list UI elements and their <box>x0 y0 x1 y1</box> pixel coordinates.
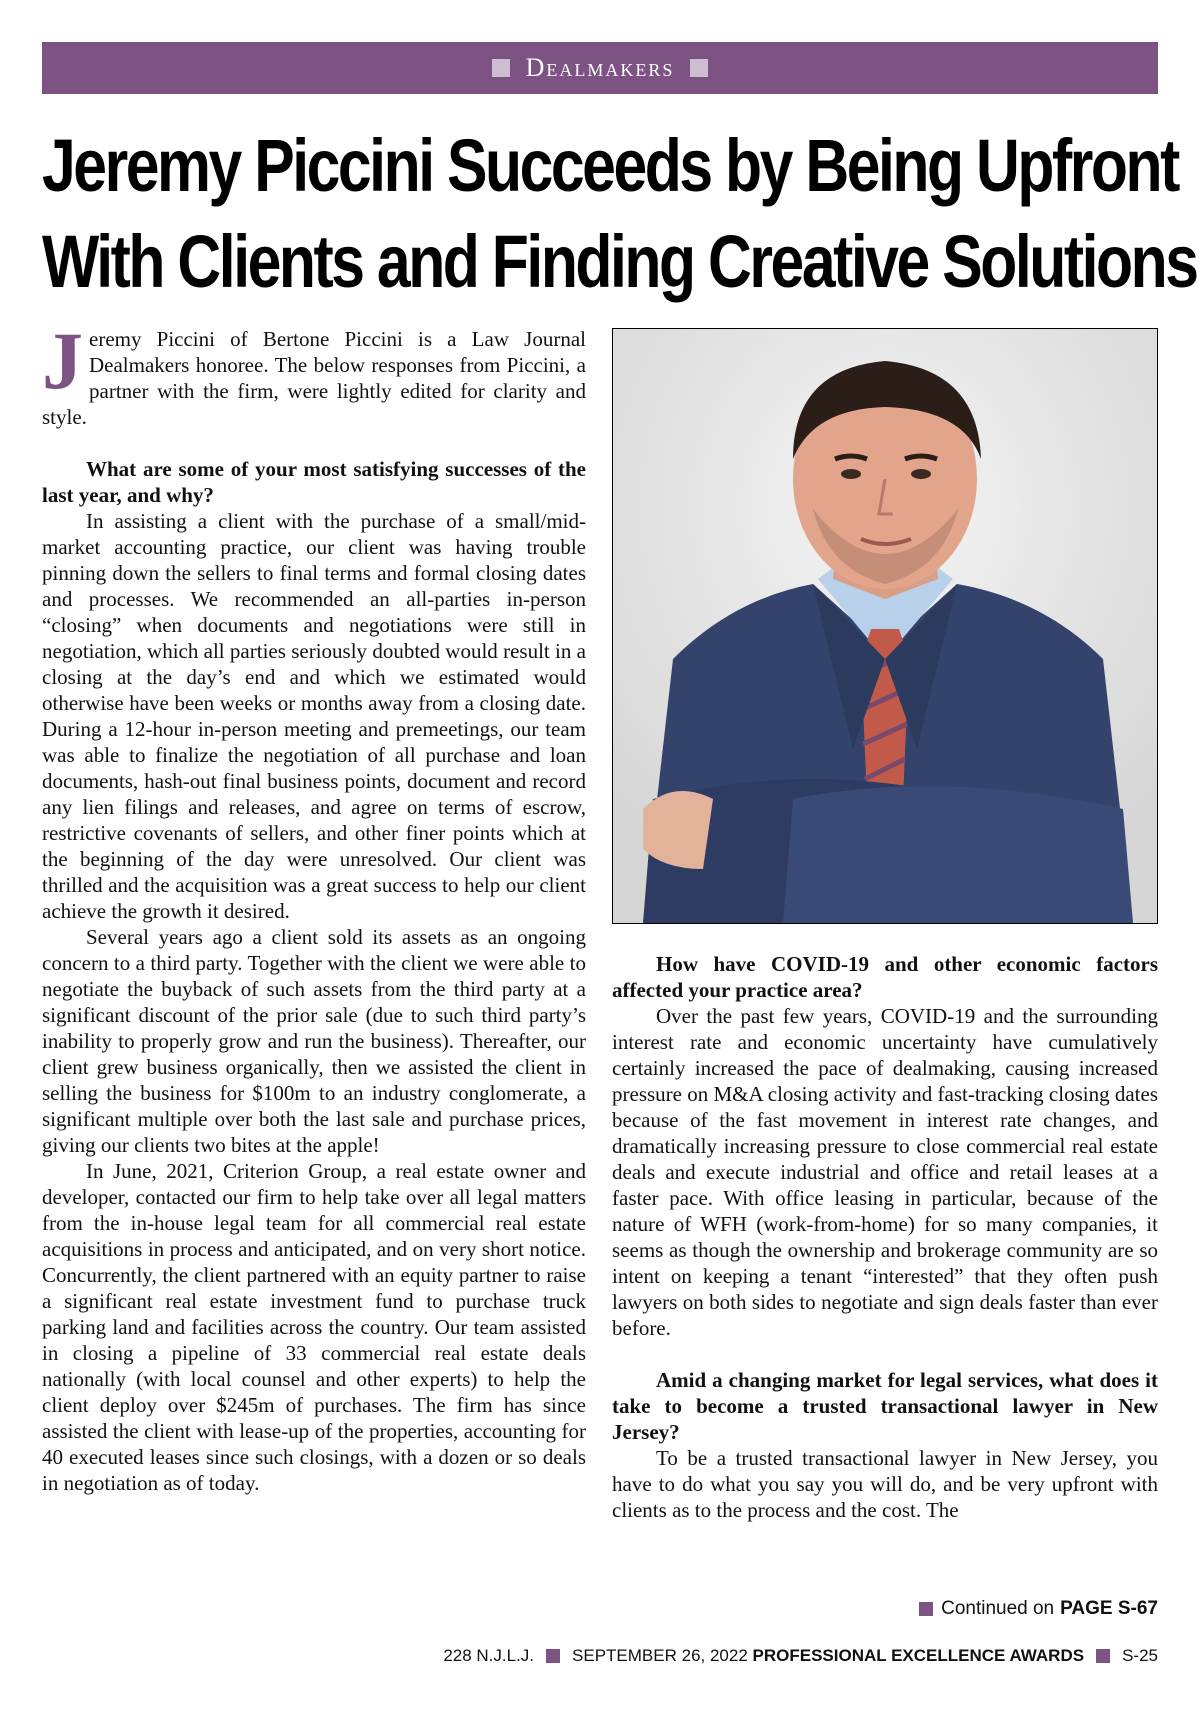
continued-note <box>919 1598 1158 1620</box>
section-banner <box>42 42 1158 94</box>
footer-issue: 228 N.J.L.J. <box>443 1646 535 1665</box>
answer-3-paragraph-1: To be a trusted transactional lawyer in New Jersey, you have to do what you say you will do, and be very upfront with clients as to the process and the cost. The <box>612 1446 1158 1522</box>
question-2: How have COVID-19 and other economic factors affected your practice area? <box>612 952 1158 1002</box>
answer-2-paragraph-1: Over the past few years, COVID-19 and the surrounding interest rate and economic uncertainty have cumulatively certainly increased the pace of dealmaking, causing increased pressure on M&A closing activity and fast-tracking closing dates because of the fast movement in interest rate changes, and dramatically increasing pressure to close commercial real estate deals and execute industrial and office and retail leases at a faster pace. With office leasing in particular, because of the nature of WFH (work-from-home) for so many companies, it seems as though the ownership and brokerage community are so intent on keeping a tenant “interested” that they often push lawyers on both sides to negotiate and sign deals faster than ever before. <box>612 1004 1158 1340</box>
portrait-illustration <box>613 329 1157 923</box>
question-3: Amid a changing market for legal services, what does it take to become a trusted transactional lawyer in New Jersey? <box>612 1368 1158 1444</box>
drop-cap: J <box>42 315 83 406</box>
right-column <box>612 951 1158 1523</box>
headline-line-1: Jeremy Piccini Succeeds by Being Upfront <box>42 124 1178 207</box>
answer-1-paragraph-3: In June, 2021, Criterion Group, a real estate owner and developer, contacted our firm to help take over all legal matters from the in-house legal team for all commercial real estate acquisitions in process and anticipated, and on very short notice. Concurrently, the client partnered with an equity partner to raise a significant real estate investment fund to purchase truck parking land and facilities across the country. Our team assisted in closing a pipeline of 33 commercial real estate deals nationally (with local counsel and other experts) to help the client deploy over $245m of purchases. The firm has since assisted the client with lease-up of the properties, accounting for 40 executed leases since such closings, with a dozen or so deals in negotiation as of today. <box>42 1159 586 1495</box>
portrait-photo <box>612 328 1158 924</box>
intro-paragraph <box>42 315 586 430</box>
page-footer <box>443 1646 1158 1666</box>
answer-1-paragraph-2: Several years ago a client sold its assets as an ongoing concern to a third party. Together with the client we were able to negotiate the buyback of such assets from the third party at a significant discount of the prior sale (due to such third party’s inability to properly grow and run the business). Thereafter, our client grew business organically, then we assisted the client in selling the business for $100m to an industry conglomerate, a significant multiple over both the last sale and purchase prices, giving our clients two bites at the apple! <box>42 925 586 1157</box>
footer-section: PROFESSIONAL EXCELLENCE AWARDS <box>752 1646 1085 1665</box>
article-headline <box>42 118 1197 310</box>
footer-square-icon-2 <box>1096 1649 1110 1663</box>
banner-square-left <box>492 59 510 77</box>
continued-page: PAGE S-67 <box>1060 1598 1158 1619</box>
footer-square-icon <box>546 1649 560 1663</box>
footer-page-number: S-25 <box>1122 1646 1158 1665</box>
answer-1-paragraph-1: In assisting a client with the purchase of a small/mid-market accounting practice, our client was having trouble pinning down the sellers to final terms and formal closing dates and processes. We recommended an all-parties in-person “closing” when documents and negotiations were still in negotiation, which all parties seriously doubted would result in a closing at the day’s end and which we estimated would otherwise have been weeks or months away from a closing date. During a 12-hour in-person meeting and premeetings, our team was able to finalize the negotiation of all purchase and loan documents, hash-out final business points, document and record any lien filings and releases, and agree on terms of escrow, restrictive covenants of sellers, and other finer points which at the beginning of the day were unresolved. Our client was thrilled and the acquisition was a great success to help our client achieve the growth it desired. <box>42 509 586 923</box>
banner-square-right <box>690 59 708 77</box>
left-column <box>42 315 586 1496</box>
section-label: Dealmakers <box>525 53 675 82</box>
continued-square-icon <box>919 1602 933 1616</box>
footer-date: SEPTEMBER 26, 2022 <box>572 1646 748 1665</box>
question-1: What are some of your most satisfying successes of the last year, and why? <box>42 457 586 507</box>
intro-text: eremy Piccini of Bertone Piccini is a Law Journal Dealmakers honoree. The below responses from Piccini, a partner with the firm, were lightly edited for clarity and style. <box>42 327 586 429</box>
headline-line-2: With Clients and Finding Creative Solutions <box>42 220 1197 303</box>
continued-prefix: Continued on <box>941 1598 1055 1619</box>
